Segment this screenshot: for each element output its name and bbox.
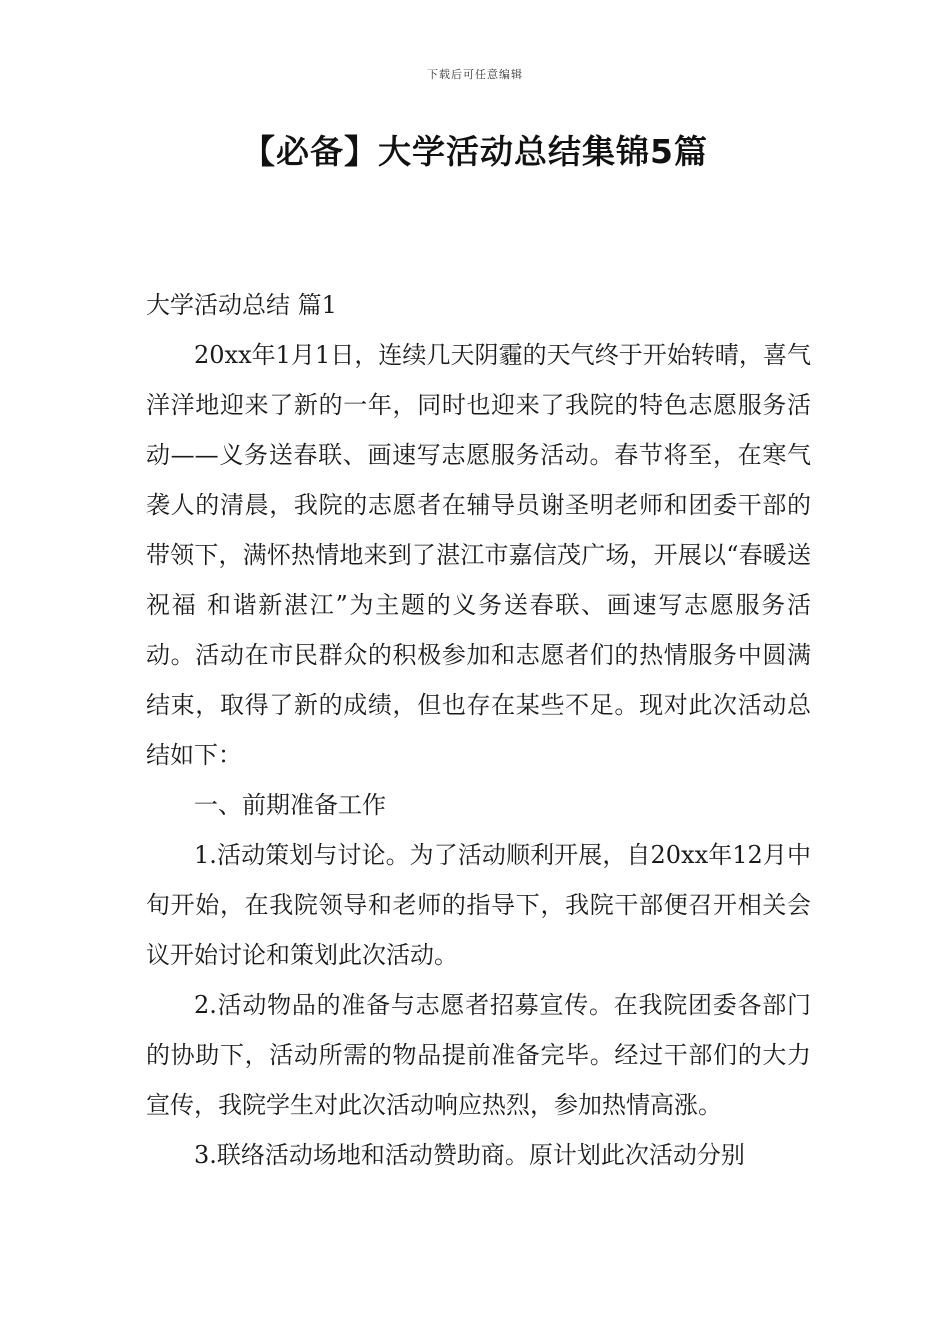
paragraph-item-2: 2.活动物品的准备与志愿者招募宣传。在我院团委各部门的协助下，活动所需的物品提前准备完毕。经过干部们的大力宣传，我院学生对此次活动响应热烈，参加热情高涨。: [146, 991, 811, 1119]
document-title: 【必备】大学活动总结集锦5篇: [242, 132, 708, 171]
paragraph-item-1: 1.活动策划与讨论。为了活动顺利开展，自20xx年12月中旬开始，在我院领导和老师的指导下，我院干部便召开相关会议开始讨论和策划此次活动。: [146, 841, 811, 969]
subheading-preparation: 一、前期准备工作: [194, 791, 386, 819]
paragraph-intro: 20xx年1月1日，连续几天阴霾的天气终于开始转晴，喜气洋洋地迎来了新的一年，同时也迎来了我院的特色志愿服务活动——义务送春联、画速写志愿服务活动。春节将至，在寒气袭人的清晨，我院的志愿者在辅导员谢圣明老师和团委干部的带领下，满怀热情地来到了湛江市嘉信茂广场，开展以“春暖送祝福 和谐新湛江”为主题的义务送春联、画速写志愿服务活动。活动在市民群众的积极参加和志愿者们的热情服务中圆满结束，取得了新的成绩，但也存在某些不足。现对此次活动总结如下：: [146, 341, 811, 769]
header-note: 下载后可任意编辑: [427, 68, 523, 81]
section-heading: 大学活动总结 篇1: [146, 291, 337, 319]
paragraph-item-3: 3.联络活动场地和活动赞助商。原计划此次活动分别: [194, 1141, 745, 1169]
document-body: [146, 280, 811, 1180]
